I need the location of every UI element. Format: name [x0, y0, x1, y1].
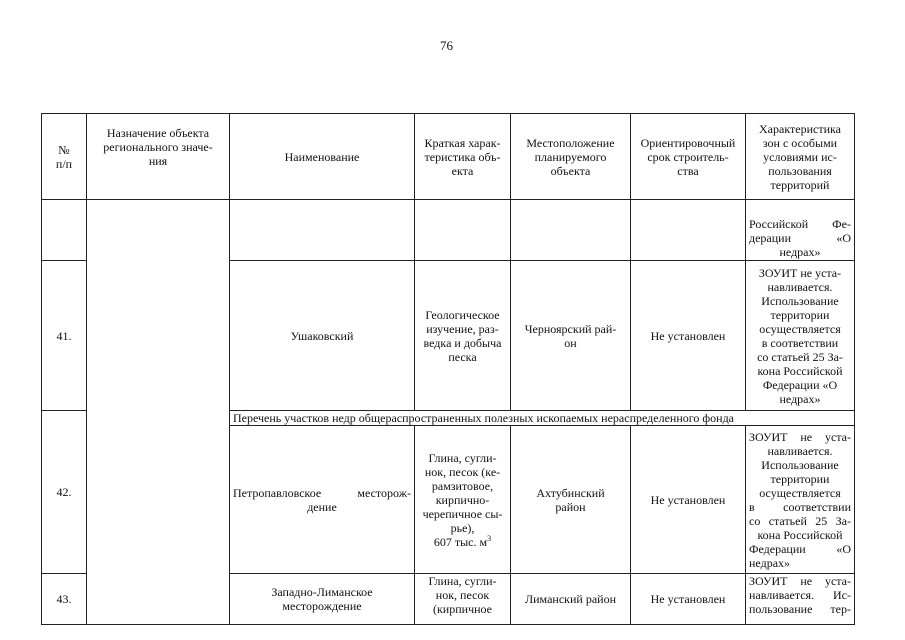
cell-term: Не установлен: [631, 261, 746, 411]
cell-location: Черноярский рай- он: [511, 261, 631, 411]
cell-number: 42.: [42, 411, 87, 574]
volume-unit-exponent: 3: [487, 533, 492, 543]
cell-name: Петропавловское месторож- дение: [230, 426, 415, 574]
header-purpose: Назначение объекта регионального значе- ния: [87, 114, 230, 200]
cell-zone: ЗОУИТ не уста- навливается. Использование территории осуществляется в соответствии со статьей 25 За- кона Российской Федерации «О недрах»: [746, 426, 855, 574]
cell-name-empty: [230, 200, 415, 261]
cell-name: Ушаковский: [230, 261, 415, 411]
cell-number-empty: [42, 200, 87, 261]
table-header-row: [42, 114, 855, 200]
regional-objects-table: [41, 113, 855, 625]
cell-characteristic: Геологическое изучение, раз- ведка и добыча песка: [415, 261, 511, 411]
cell-term-empty: [631, 200, 746, 261]
cell-zone-continuation: Российской Фе- дерации «О недрах»: [746, 200, 855, 261]
cell-name: Западно-Лиманское месторождение: [230, 574, 415, 625]
header-location: Местоположение планируемого объекта: [511, 114, 631, 200]
header-term: Ориентировочный срок строитель- ства: [631, 114, 746, 200]
cell-number: 43.: [42, 574, 87, 625]
cell-term: Не установлен: [631, 426, 746, 574]
cell-number: 41.: [42, 261, 87, 411]
header-zone: Характеристика зон с особыми условиями ис- пользования территорий: [746, 114, 855, 200]
cell-location-empty: [511, 200, 631, 261]
cell-characteristic: Глина, сугли- нок, песок (кирпичное: [415, 574, 511, 625]
page-number: 76: [440, 38, 453, 53]
cell-purpose-merged: [87, 200, 230, 625]
cell-zone: ЗОУИТ не уста- навливается. Ис- пользование тер-: [746, 574, 855, 625]
table-row: [42, 200, 855, 261]
cell-location: Ахтубинский район: [511, 426, 631, 574]
header-name: Наименование: [230, 114, 415, 200]
cell-location: Лиманский район: [511, 574, 631, 625]
section-heading: Перечень участков недр общераспространенных полезных ископаемых нераспределенного фонда: [230, 411, 855, 426]
cell-characteristic-empty: [415, 200, 511, 261]
cell-zone: ЗОУИТ не уста- навливается. Использование территории осуществляется в соответствии со статьей 25 За- кона Российской Федерации «О недрах»: [746, 261, 855, 411]
header-number: № п/п: [42, 114, 87, 200]
cell-term: Не установлен: [631, 574, 746, 625]
volume-value: 607 тыс. м: [433, 534, 488, 549]
header-characteristic: Краткая харак- теристика объ- екта: [415, 114, 511, 200]
cell-characteristic: Глина, сугли- нок, песок (ке- рамзитовое, кирпично- черепичное сы- рье), 607 тыс. $м^3$: [415, 426, 511, 574]
